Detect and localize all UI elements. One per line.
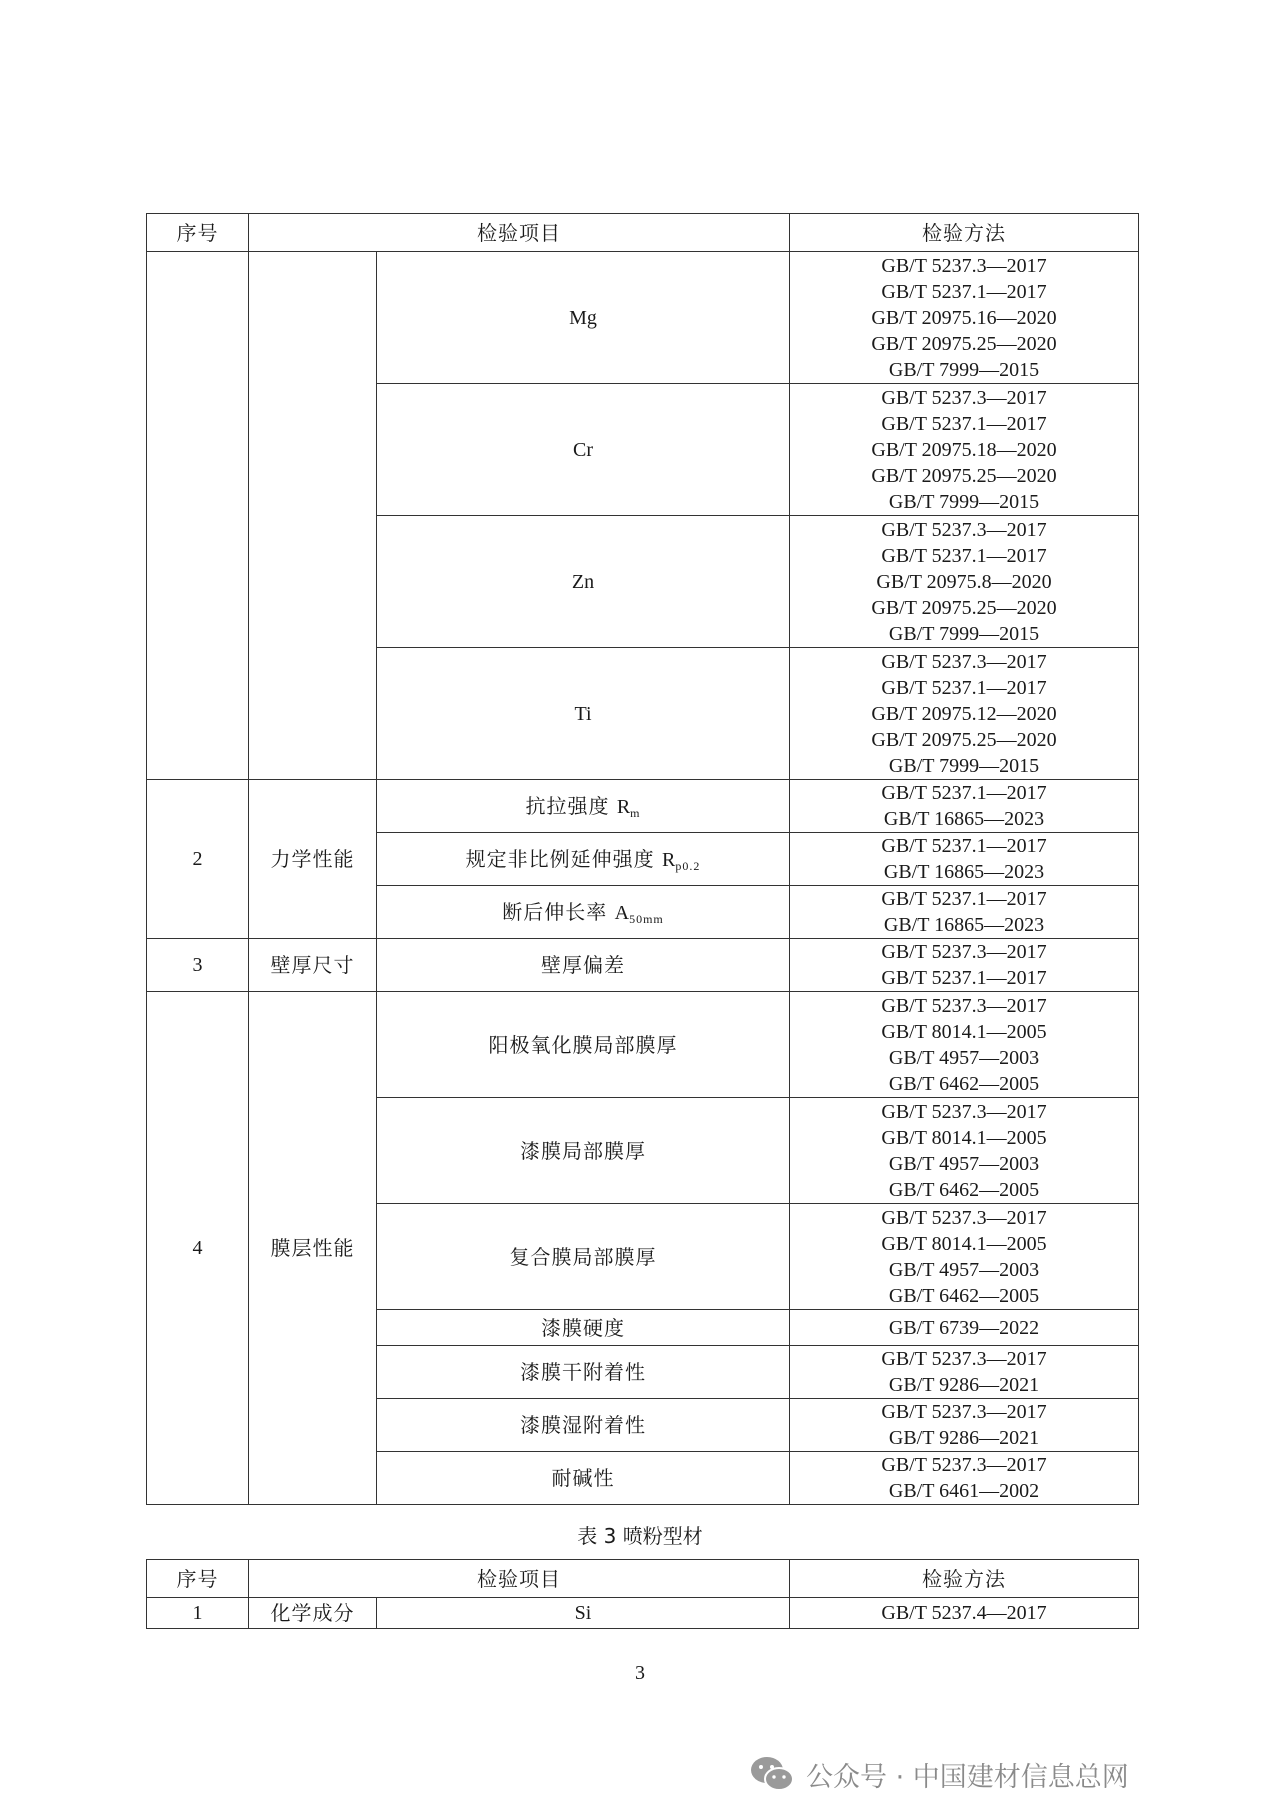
method-line: GB/T 6462—2005 [888, 1178, 1040, 1201]
row-item: Cr [377, 384, 790, 516]
method-line: GB/T 6461—2002 [888, 1480, 1040, 1502]
item-symbol: R [616, 795, 631, 818]
method-cell [790, 886, 1139, 939]
method-cell [790, 516, 1139, 648]
page-number: 3 [635, 1662, 645, 1684]
method-line: GB/T 4957—2003 [888, 1152, 1040, 1175]
row-item: Mg [377, 252, 790, 384]
method-line: GB/T 5237.3—2017 [881, 254, 1047, 277]
method-line: GB/T 5237.3—2017 [881, 518, 1047, 541]
method-line: GB/T 8014.1—2005 [881, 1020, 1047, 1043]
method-line: GB/T 4957—2003 [888, 1258, 1040, 1281]
item-label: 抗拉强度 [525, 793, 610, 818]
row-item: Ti [377, 648, 790, 780]
row-item: 复合膜局部膜厚 [377, 1204, 790, 1310]
method-line: GB/T 9286—2021 [888, 1374, 1040, 1396]
row-no: 1 [147, 1598, 249, 1629]
method-line: GB/T 20975.25—2020 [871, 464, 1057, 487]
method-line: GB/T 5237.1—2017 [881, 782, 1047, 804]
inspection-table-3 [146, 1559, 1139, 1629]
row-category: 化学成分 [249, 1598, 377, 1629]
row-category: 力学性能 [249, 780, 377, 939]
row-item [377, 780, 790, 833]
method-line: GB/T 16865—2023 [883, 861, 1045, 883]
header-method: 检验方法 [790, 214, 1139, 252]
row-category: 壁厚尺寸 [249, 939, 377, 992]
method-cell [790, 1452, 1139, 1505]
method-line: GB/T 8014.1—2005 [881, 1232, 1047, 1255]
method-line: GB/T 5237.3—2017 [881, 941, 1047, 963]
method-line: GB/T 16865—2023 [883, 808, 1045, 830]
method-line: GB/T 5237.3—2017 [881, 1454, 1047, 1476]
method-line: GB/T 5237.1—2017 [881, 967, 1047, 989]
row-item: 阳极氧化膜局部膜厚 [377, 992, 790, 1098]
row-item [377, 886, 790, 939]
row-no [147, 252, 249, 780]
method-cell [790, 1346, 1139, 1399]
row-category: 膜层性能 [249, 992, 377, 1505]
method-line: GB/T 20975.25—2020 [871, 728, 1057, 751]
method-line: GB/T 9286—2021 [888, 1427, 1040, 1449]
item-symbol: A [614, 901, 630, 924]
row-item: 耐碱性 [377, 1452, 790, 1505]
row-item: 漆膜湿附着性 [377, 1399, 790, 1452]
method-line: GB/T 5237.3—2017 [881, 1100, 1047, 1123]
method-cell [790, 1310, 1139, 1346]
table-row [147, 939, 1139, 992]
method-cell [790, 648, 1139, 780]
row-method: GB/T 5237.4—2017 [790, 1598, 1139, 1629]
method-cell [790, 1098, 1139, 1204]
item-subscript: p0.2 [675, 858, 701, 873]
method-cell [790, 939, 1139, 992]
method-line: GB/T 5237.1—2017 [881, 835, 1047, 857]
row-item [377, 833, 790, 886]
watermark-text: 公众号 · 中国建材信息总网 [806, 1761, 1129, 1793]
header-method: 检验方法 [790, 1560, 1139, 1598]
method-line: GB/T 16865—2023 [883, 914, 1045, 936]
table-row [147, 780, 1139, 833]
method-cell [790, 780, 1139, 833]
method-line: GB/T 20975.12—2020 [871, 702, 1057, 725]
method-line: GB/T 5237.3—2017 [881, 1401, 1047, 1423]
header-item: 检验项目 [249, 1560, 790, 1598]
table-row [147, 252, 1139, 384]
method-line: GB/T 5237.3—2017 [881, 1206, 1047, 1229]
method-line: GB/T 8014.1—2005 [881, 1126, 1047, 1149]
item-label: 断后伸长率 [502, 899, 608, 924]
method-line: GB/T 6462—2005 [888, 1072, 1040, 1095]
method-cell [790, 833, 1139, 886]
item-subscript: 50mm [629, 911, 664, 926]
method-line: GB/T 7999—2015 [888, 490, 1040, 513]
row-item: Si [377, 1598, 790, 1629]
method-line: GB/T 5237.1—2017 [881, 676, 1047, 699]
method-line: GB/T 7999—2015 [888, 754, 1040, 777]
method-line: GB/T 5237.3—2017 [881, 994, 1047, 1017]
method-line: GB/T 7999—2015 [888, 358, 1040, 381]
method-line: GB/T 7999—2015 [888, 622, 1040, 645]
header-no: 序号 [147, 214, 249, 252]
row-item: 壁厚偏差 [377, 939, 790, 992]
inspection-table-2 [146, 213, 1139, 1505]
method-line: GB/T 5237.3—2017 [881, 386, 1047, 409]
table-row [147, 1598, 1139, 1629]
watermark [748, 1754, 1129, 1794]
method-line: GB/T 5237.1—2017 [881, 544, 1047, 567]
item-symbol: R [662, 848, 676, 871]
method-cell [790, 252, 1139, 384]
method-cell [790, 1399, 1139, 1452]
header-no: 序号 [147, 1560, 249, 1598]
item-subscript: m [630, 805, 641, 820]
table-header-row [147, 1560, 1139, 1598]
row-item: 漆膜局部膜厚 [377, 1098, 790, 1204]
method-line: GB/T 20975.25—2020 [871, 332, 1057, 355]
wechat-icon [748, 1754, 796, 1794]
header-item: 检验项目 [249, 214, 790, 252]
method-line: GB/T 6462—2005 [888, 1284, 1040, 1307]
method-line: GB/T 5237.1—2017 [881, 888, 1047, 910]
row-item: 漆膜干附着性 [377, 1346, 790, 1399]
table-3-caption: 表 3 喷粉型材 [577, 1524, 703, 1548]
method-line: GB/T 5237.3—2017 [881, 1348, 1047, 1370]
row-no: 3 [147, 939, 249, 992]
row-no: 4 [147, 992, 249, 1505]
table-header-row [147, 214, 1139, 252]
method-line: GB/T 5237.1—2017 [881, 412, 1047, 435]
method-line: GB/T 20975.25—2020 [871, 596, 1057, 619]
method-line: GB/T 5237.3—2017 [881, 650, 1047, 673]
table-row [147, 992, 1139, 1098]
method-line: GB/T 20975.16—2020 [871, 306, 1057, 329]
row-item: 漆膜硬度 [377, 1310, 790, 1346]
method-line: GB/T 20975.18—2020 [871, 438, 1057, 461]
method-cell [790, 384, 1139, 516]
row-no: 2 [147, 780, 249, 939]
method-line: GB/T 4957—2003 [888, 1046, 1040, 1069]
method-cell [790, 1204, 1139, 1310]
item-label: 规定非比例延伸强度 [465, 846, 655, 871]
method-line: GB/T 6739—2022 [888, 1316, 1040, 1339]
method-line: GB/T 5237.1—2017 [881, 280, 1047, 303]
method-cell [790, 992, 1139, 1098]
method-line: GB/T 20975.8—2020 [876, 570, 1052, 593]
row-category [249, 252, 377, 780]
row-item: Zn [377, 516, 790, 648]
